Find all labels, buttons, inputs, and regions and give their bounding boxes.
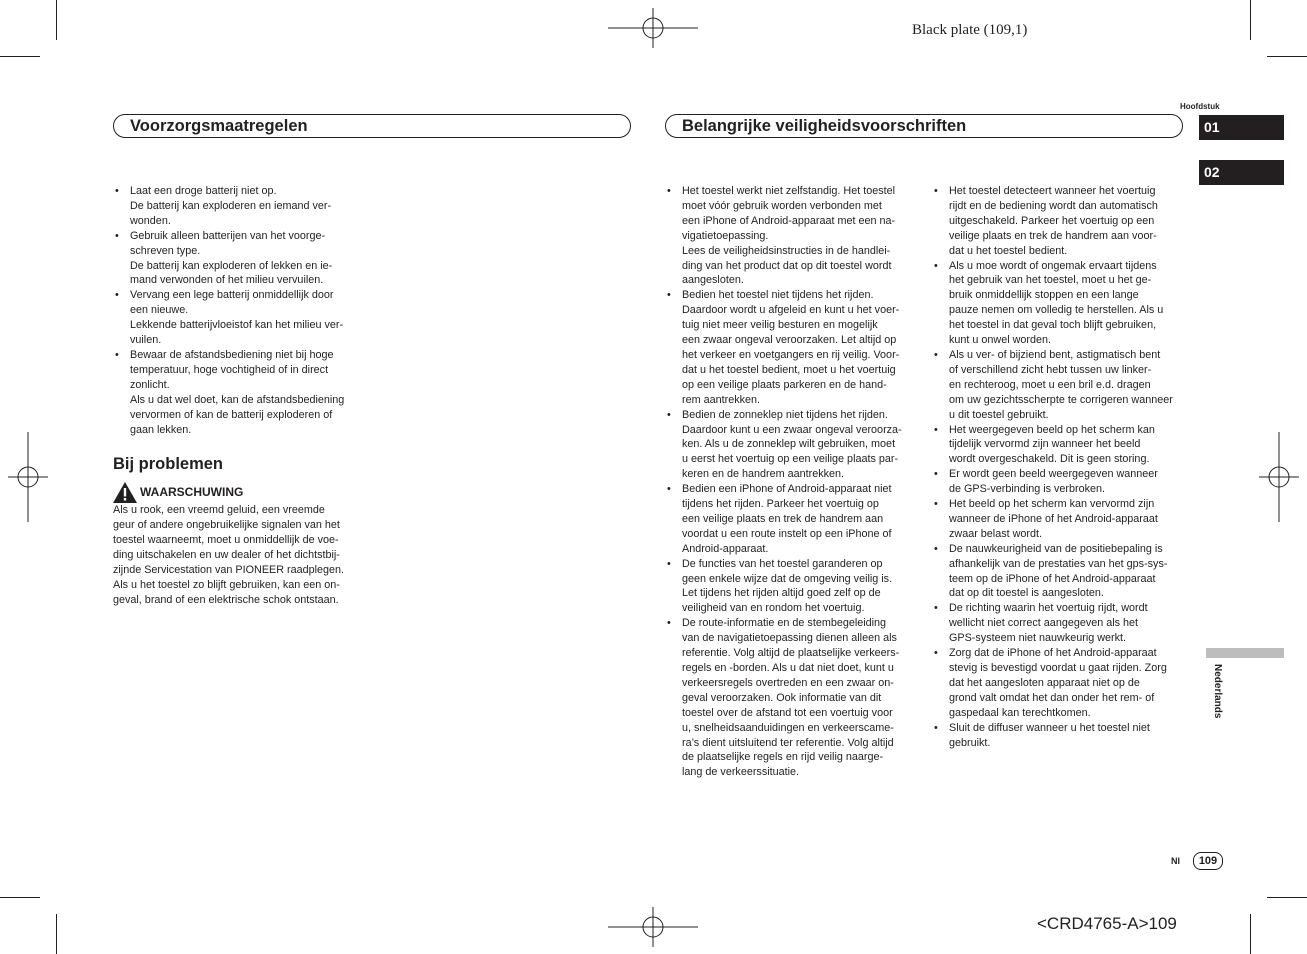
crop-mark <box>1267 56 1307 57</box>
list-item: • Het toestel detecteert wanneer het voertuig rijdt en de bediening wordt dan automatisch uitgeschakeld. Parkeer het voertuig op een veilige plaats en trek de handrem aan voor- dat u het toestel bedient. <box>932 184 1190 259</box>
registration-mark-left <box>8 432 48 522</box>
crop-mark <box>0 56 40 57</box>
list-item: • Bewaar de afstandsbediening niet bij hoge temperatuur, hoge vochtigheid of in direct zonlicht. Als u dat wel doet, kan de afstandsbediening vervormen of kan de batterij exploderen of gaan lekken. <box>113 348 368 437</box>
list-item: • De functies van het toestel garanderen op geen enkele wijze dat de omgeving veilig is. Let tijdens het rijden altijd goed zelf op de veiligheid van en rondom het voertuig. <box>665 557 923 617</box>
list-item: • Er wordt geen beeld weergegeven wanneer de GPS-verbinding is verbroken. <box>932 467 1190 497</box>
chapter-tab-02[interactable]: 02 <box>1199 160 1284 185</box>
right-section-title: Belangrijke veiligheidsvoorschriften <box>682 117 967 135</box>
right-bullet-list-2 <box>932 184 1190 750</box>
registration-mark-right <box>1259 432 1299 522</box>
right-section-header <box>665 114 1183 138</box>
list-item: • Het beeld op het scherm kan vervormd zijn wanneer de iPhone of het Android-apparaat zwaar belast wordt. <box>932 497 1190 542</box>
list-item: • Bedien de zonneklep niet tijdens het rijden. Daardoor kunt u een zwaar ongeval veroorza- ken. Als u de zonneklep wilt gebruiken, moet u eerst het voertuig op een veilige plaats par- keren en de handrem aantrekken. <box>665 408 923 483</box>
crop-mark <box>1250 0 1251 40</box>
left-column <box>113 184 368 608</box>
list-item: • De nauwkeurigheid van de positiebepaling is afhankelijk van de prestaties van het gps-sys- teem op de iPhone of het Android-apparaat dat op dit toestel is aangesloten. <box>932 542 1190 602</box>
list-item: • De richting waarin het voertuig rijdt, wordt wellicht niet correct aangegeven als het GPS-systeem niet nauwkeurig werkt. <box>932 601 1190 646</box>
list-item: • Als u moe wordt of ongemak ervaart tijdens het gebruik van het toestel, moet u het ge- bruik onmiddellijk stoppen en een lange pauze nemen om volledig te herstellen. Als u het toestel in dat geval toch blijft gebruiken, kunt u onwel worden. <box>932 259 1190 348</box>
list-item: • Het weergegeven beeld op het scherm kan tijdelijk vervormd zijn wanneer het beeld wordt overgeschakeld. Dit is geen storing. <box>932 423 1190 468</box>
registration-mark-bottom <box>608 907 698 947</box>
list-item: • Zorg dat de iPhone of het Android-apparaat stevig is bevestigd voordat u gaat rijden. Zorg dat het aangesloten apparaat niet op de grond valt omdat het dan onder het rem- of gaspedaal kan terechtkomen. <box>932 646 1190 721</box>
list-item: • Het toestel werkt niet zelfstandig. Het toestel moet vóór gebruik worden verbonden met een iPhone of Android-apparaat met een na- vigatietoepassing. Lees de veiligheidsinstructies in de handlei- ding van het product dat op dit toestel wordt aangesloten. <box>665 184 923 288</box>
footer-lang-code: Nl <box>1171 856 1180 866</box>
list-item: • Vervang een lege batterij onmiddellijk door een nieuwe. Lekkende batterijvloeistof kan het milieu ver- vuilen. <box>113 288 368 348</box>
right-bullet-list-1 <box>665 184 923 780</box>
subheading-problems: Bij problemen <box>113 455 224 474</box>
list-item: • Bedien het toestel niet tijdens het rijden. Daardoor wordt u afgeleid en kunt u het voer- tuig niet meer veilig besturen en mogelijk een zwaar ongeval veroorzaken. Let altijd op het verkeer en voetgangers en rij veilig. Voor- dat u het toestel bedient, moet u het voertuig op een veilige plaats parkeren en de hand- rem aantrekken. <box>665 288 923 407</box>
left-section-header <box>113 114 631 138</box>
left-bullet-list <box>113 184 368 437</box>
warning-icon <box>113 482 137 503</box>
list-item: • Gebruik alleen batterijen van het voorge- schreven type. De batterij kan exploderen of lekken en ie- mand verwonden of het milieu vervuilen. <box>113 229 368 289</box>
crop-mark <box>56 0 57 40</box>
right-column-2 <box>932 184 1190 750</box>
right-column-1 <box>665 184 923 780</box>
crop-mark <box>1250 914 1251 954</box>
crop-mark <box>1267 897 1307 898</box>
list-item: • Bedien een iPhone of Android-apparaat niet tijdens het rijden. Parkeer het voertuig op een veilige plaats en trek de handrem aan voordat u een route instelt op een iPhone of Android-apparaat. <box>665 482 923 557</box>
left-section-title: Voorzorgsmaatregelen <box>130 117 308 135</box>
language-tab-bar <box>1206 648 1284 658</box>
crop-mark <box>56 914 57 954</box>
page-number: 109 <box>1193 852 1223 870</box>
registration-mark-top <box>608 8 698 48</box>
list-item: • De route-informatie en de stembegeleiding van de navigatietoepassing dienen alleen als referentie. Volg altijd de plaatselijke verkeers- regels en -borden. Als u dat niet doet, kunt u verkeersregels overtreden en een zwaar on- geval veroorzaken. Ook informatie van dit toestel over de afstand tot een voertuig voor u, snelheidsaanduidingen en verkeerscame- ra’s dient uitsluitend ter referentie. Volg altijd de plaatselijke regels en rijd veilig naarge- lang de verkeerssituatie. <box>665 616 923 780</box>
warning-title: WAARSCHUWING <box>140 485 244 500</box>
crop-mark <box>0 897 40 898</box>
list-item: • Als u ver- of bijziend bent, astigmatisch bent of verschillend zicht hebt tussen uw linker- en rechteroog, moet u een bril e.d. dragen om uw gezichtsscherpte te corrigeren wanneer u dit toestel gebruikt. <box>932 348 1190 423</box>
list-item: • Laat een droge batterij niet op. De batterij kan exploderen en iemand ver- wonden. <box>113 184 368 229</box>
list-item: • Sluit de diffuser wanneer u het toestel niet gebruikt. <box>932 721 1190 751</box>
warning-heading <box>113 482 368 503</box>
doc-code: <CRD4765-A>109 <box>1037 914 1177 933</box>
language-label: Nederlands <box>1212 664 1223 719</box>
chapter-label: Hoofdstuk <box>1180 102 1220 111</box>
warning-text: Als u rook, een vreemd geluid, een vreemde geur of andere ongebruikelijke signalen van het toestel waarneemt, moet u onmiddellijk de voe- ding uitschakelen en uw dealer of het dichtstbij- zijnde Servicestation van PIONEER raadplegen. Als u het toestel zo blijft gebruiken, kan een on- geval, brand of een elektrische schok ontstaan. <box>113 504 345 606</box>
plate-label: Black plate (109,1) <box>912 22 1028 38</box>
chapter-tab-01[interactable]: 01 <box>1199 115 1284 140</box>
